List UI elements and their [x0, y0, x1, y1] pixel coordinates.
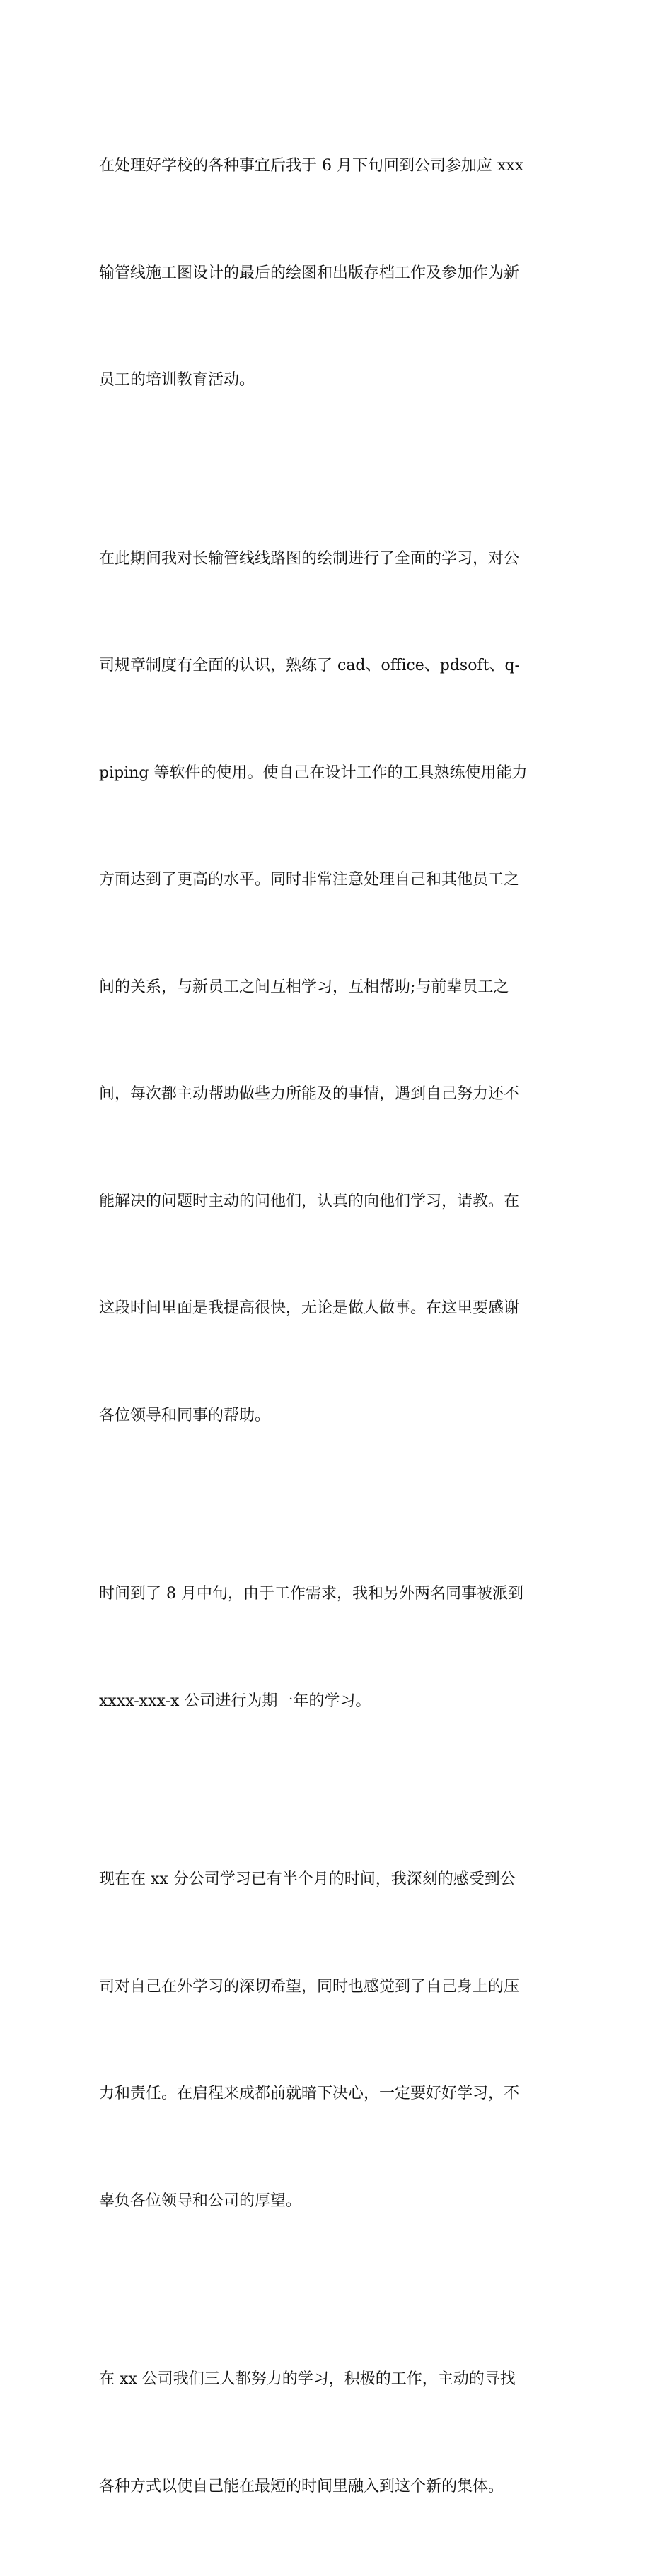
text-line: 这段时间里面是我提高很快，无论是做人做事。在这里要感谢 — [99, 1299, 520, 1317]
text-line: 司规章制度有全面的认识，熟练了 cad、office、pdsoft、q- — [99, 657, 520, 674]
paragraph-1 — [99, 77, 574, 470]
paragraph-4 — [99, 1791, 574, 2290]
text-line: 间的关系，与新员工之间互相学习，互相帮助;与前辈员工之 — [99, 978, 509, 996]
text-line: 在 xx 公司我们三人都努力的学习，积极的工作，主动的寻找 — [99, 2370, 516, 2388]
text-line: 方面达到了更高的水平。同时非常注意处理自己和其他员工之 — [99, 871, 520, 889]
text-line: 在处理好学校的各种事宜后我于 6 月下旬回到公司参加应 xxx — [99, 157, 524, 175]
text-line: xxxx-xxx-x 公司进行为期一年的学习。 — [99, 1692, 371, 1710]
text-line: 辜负各位领导和公司的厚望。 — [99, 2191, 302, 2210]
text-line: 司对自己在外学习的深切希望，同时也感觉到了自己身上的压 — [99, 1977, 520, 1996]
text-line: 各位领导和同事的帮助。 — [99, 1406, 271, 1424]
text-line: piping 等软件的使用。使自己在设计工作的工具熟练使用能力 — [99, 763, 528, 782]
paragraph-2 — [99, 470, 574, 1506]
text-line: 时间到了 8 月中旬，由于工作需求，我和另外两名同事被派到 — [99, 1585, 523, 1603]
text-line: 间，每次都主动帮助做些力所能及的事情，遇到自己努力还不 — [99, 1085, 520, 1103]
paragraph-5 — [99, 2290, 574, 2576]
text-line: 现在在 xx 分公司学习已有半个月的时间，我深刻的感受到公 — [99, 1870, 516, 1888]
text-line: 输管线施工图设计的最后的绘图和出版存档工作及参加作为新 — [99, 264, 520, 282]
text-line: 力和责任。在启程来成都前就暗下决心，一定要好好学习，不 — [99, 2085, 520, 2102]
text-line: 各种方式以使自己能在最短的时间里融入到这个新的集体。 — [99, 2477, 504, 2495]
text-line: 能解决的问题时主动的问他们，认真的向他们学习，请教。在 — [99, 1192, 520, 1210]
document-body — [99, 77, 574, 2576]
text-line: 员工的培训教育活动。 — [99, 371, 255, 389]
paragraph-3 — [99, 1505, 574, 1791]
text-line: 在此期间我对长输管线线路图的绘制进行了全面的学习，对公 — [99, 549, 520, 568]
